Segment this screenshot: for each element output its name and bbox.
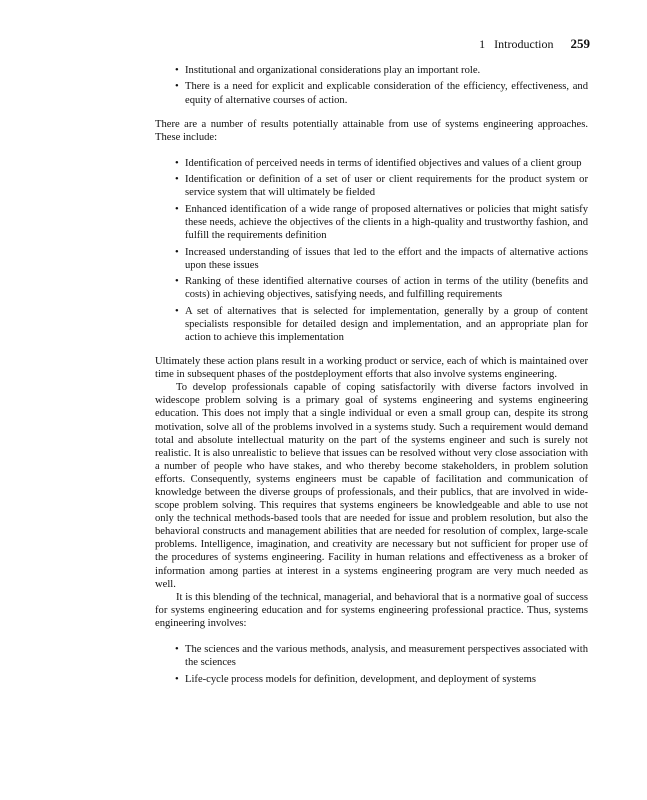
- list-item: • The sciences and the various methods, analysis, and measurement perspectives associated with the sciences: [185, 643, 588, 669]
- results-list: [155, 157, 588, 344]
- list-item: • Life-cycle process models for definition, development, and deployment of systems: [185, 673, 588, 686]
- intro-paragraph: There are a number of results potentially attainable from use of systems engineering approaches. These include:: [155, 118, 588, 143]
- list-item: • A set of alternatives that is selected for implementation, generally by a group of content specialists responsible for detailed design and implementation, and an appropriate plan for action to achieve this implementation: [185, 305, 588, 344]
- paragraph: It is this blending of the technical, managerial, and behavioral that is a normative goal of success for systems engineering education and for systems engineering professional practice. Thus, systems engineering involves:: [155, 591, 588, 629]
- paragraph: Ultimately these action plans result in a working product or service, each of which is maintained over time in subsequent phases of the postdeployment efforts that also involve systems engineering.: [155, 356, 588, 381]
- list-item: • Ranking of these identified alternative courses of action in terms of the utility (benefits and costs) in achieving objectives, satisfying needs, and fulfilling requirements: [185, 275, 588, 301]
- involves-list: [155, 643, 588, 686]
- running-head: [479, 36, 590, 52]
- body-text: [155, 64, 588, 689]
- list-item: • Institutional and organizational considerations play an important role.: [185, 64, 588, 77]
- list-item: • There is a need for explicit and explicable consideration of the efficiency, effectiveness, and equity of alternative courses of action.: [185, 80, 588, 106]
- chapter-number: 1: [479, 37, 486, 51]
- section-title: Introduction: [494, 37, 554, 51]
- considerations-list: [155, 64, 588, 107]
- paragraph: To develop professionals capable of coping satisfactorily with diverse factors involved in widescope problem solving is a primary goal of systems engineering and systems engineering education. This does not imply that a single individual or even a small group can, despite its strong motivation, solve all of the problems involved in a systems study. Such a requirement would demand total and absolute intellectual maturity on the part of the systems engineer and such is surely not realistic. It is also unrealistic to believe that issues can be resolved without very close association with a number of people who have stakes, and who thereby become stakeholders, in problem solution efforts. Consequently, systems engineers must be capable of facilitation and communication of knowledge between the diverse groups of professionals, and their publics, that are involved in wide-scope problem solving. This requires that systems engineers be knowledgeable and able to use not only the technical methods-based tools that are needed for issue and problem resolution, but also the behavioral constructs and management abilities that are needed for resolution of complex, large-scale problems. Intelligence, imagination, and creativity are necessary but not sufficient for proper use of the procedures of systems engineering. Facility in human relations and effectiveness as a broker of information among parties at interest in a systems engineering program are very much needed as well.: [155, 382, 588, 590]
- list-item: • Identification or definition of a set of user or client requirements for the product system or service system that will ultimately be fielded: [185, 173, 588, 199]
- list-item: • Increased understanding of issues that led to the effort and the impacts of alternative actions upon these issues: [185, 246, 588, 272]
- page-number: 259: [570, 36, 590, 51]
- list-item: • Identification of perceived needs in terms of identified objectives and values of a client group: [185, 157, 588, 170]
- list-item: • Enhanced identification of a wide range of proposed alternatives or policies that might satisfy these needs, achieve the objectives of the clients in a high-quality and trustworthy fashion, and fulfill the requirements definition: [185, 203, 588, 242]
